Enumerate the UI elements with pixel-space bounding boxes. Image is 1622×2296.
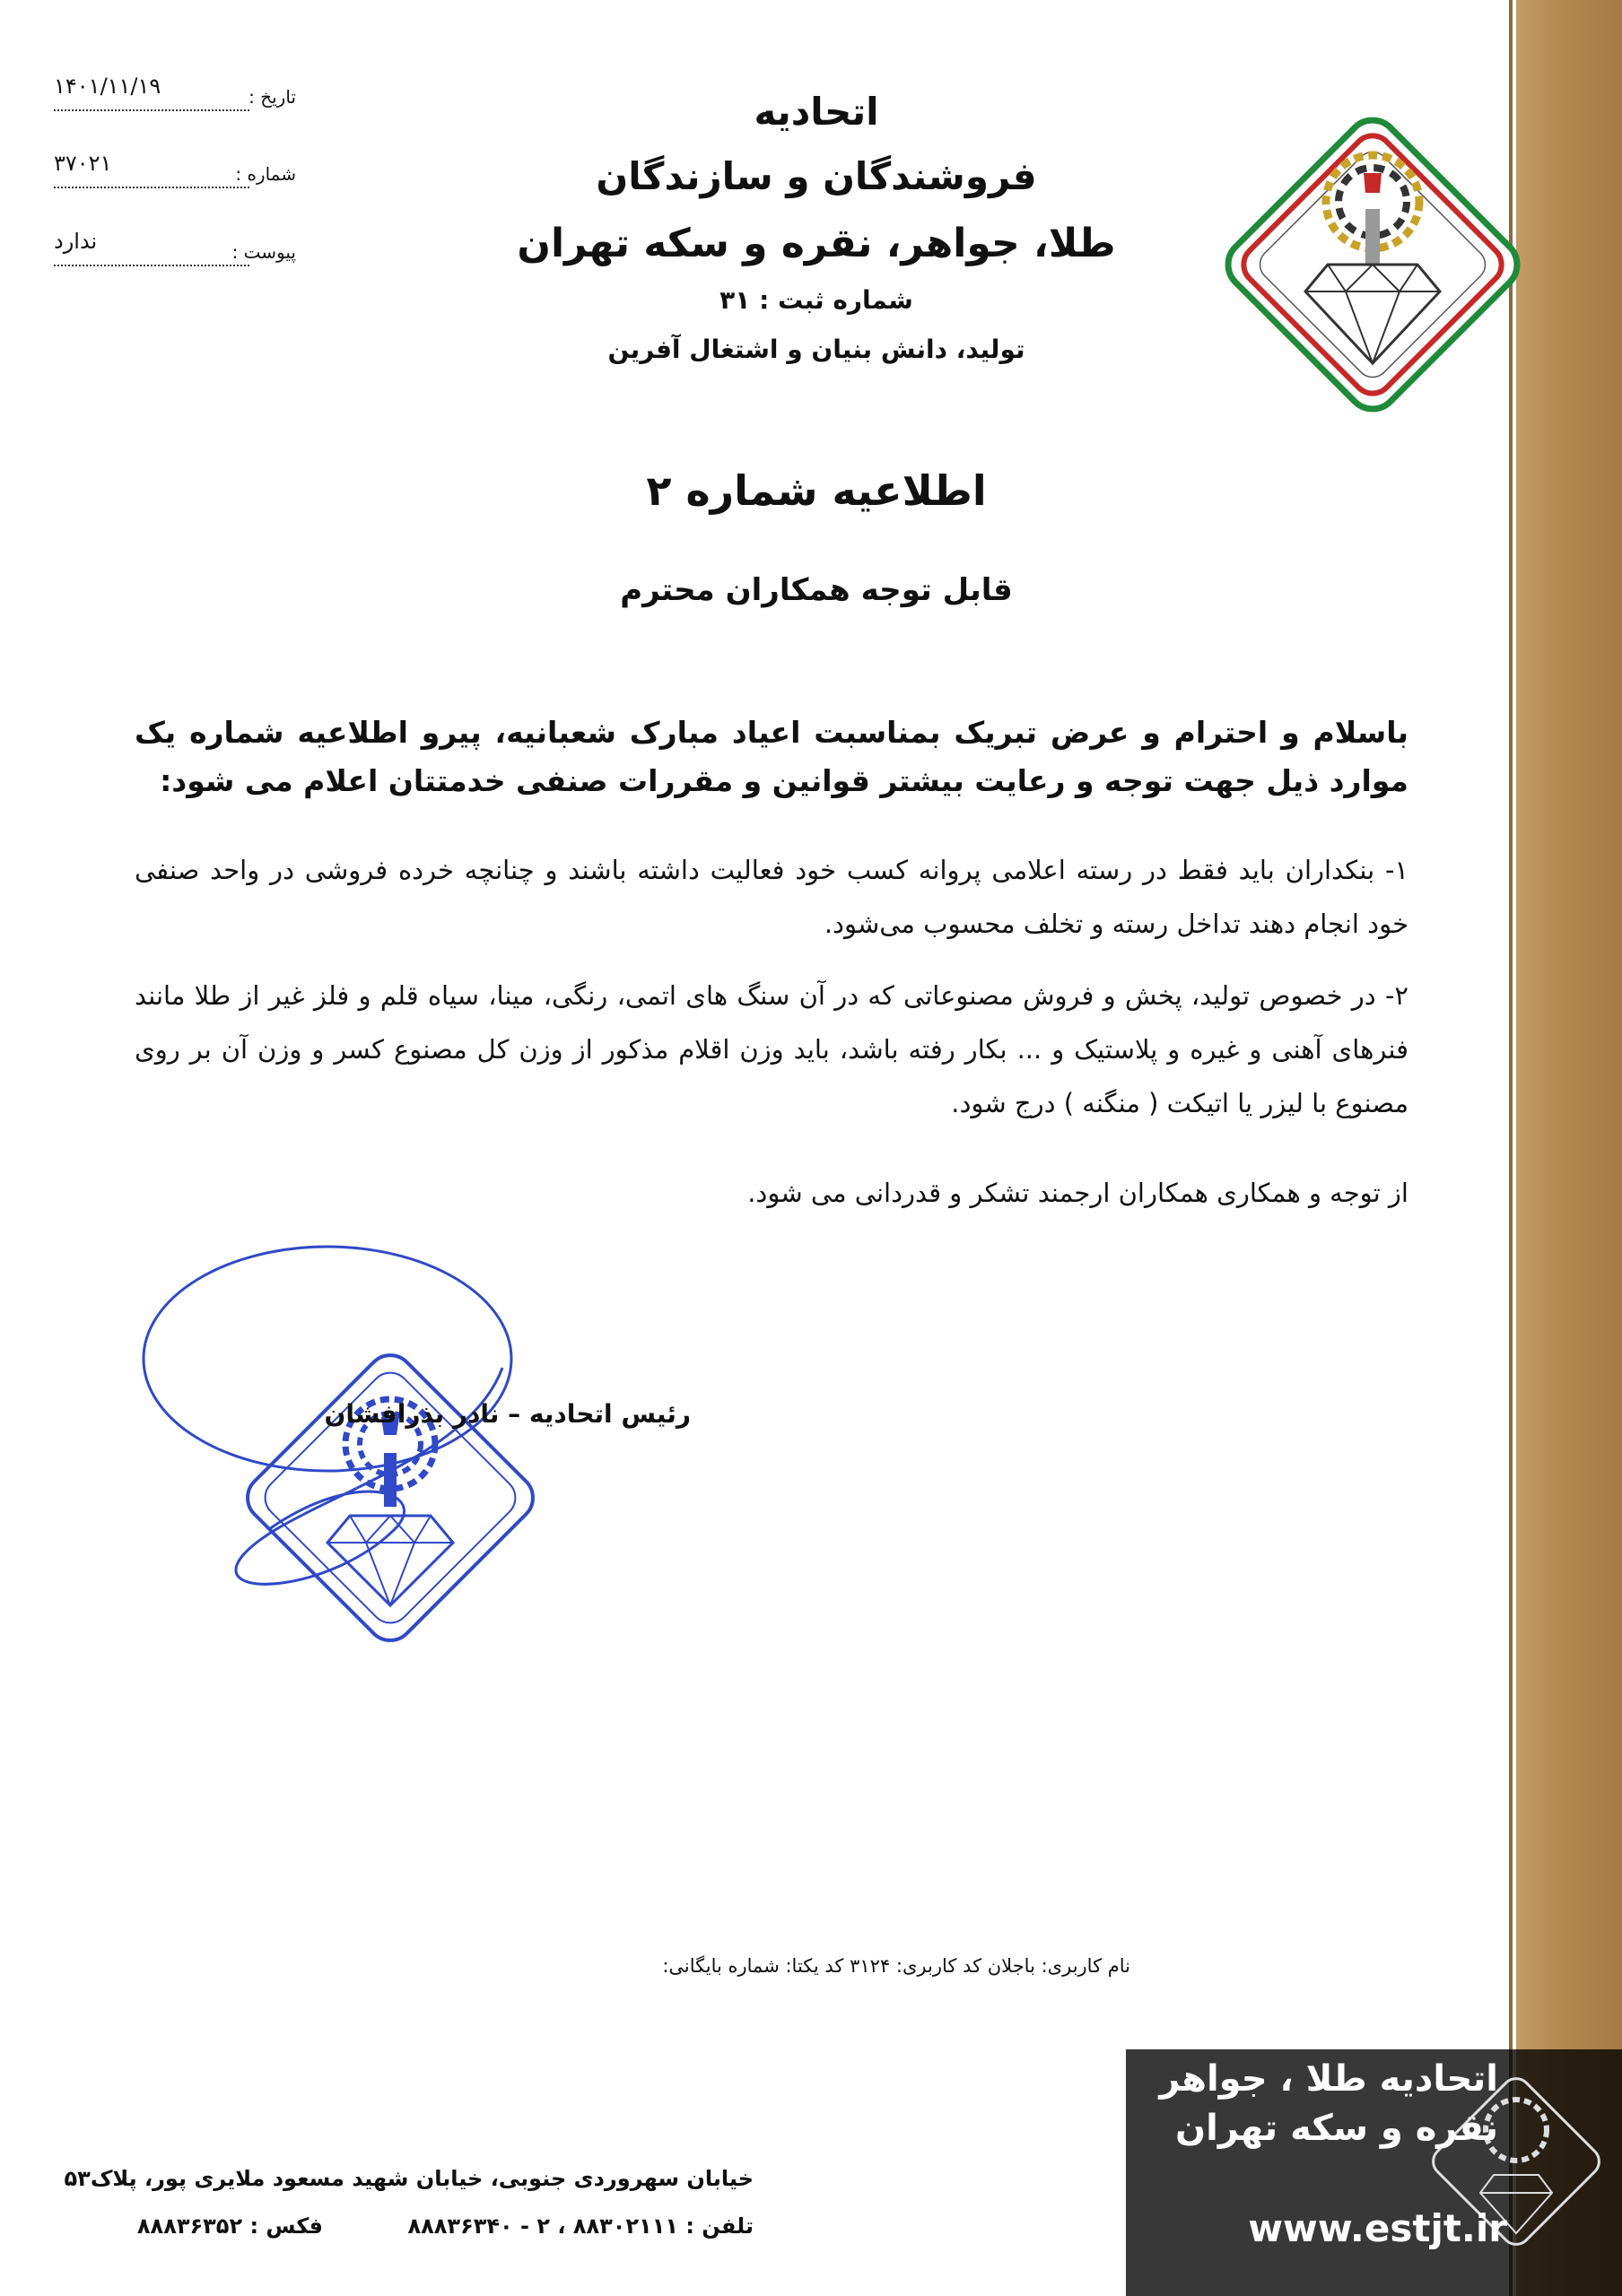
footer-fax: فکس : ۸۸۸۳۶۳۵۲ [136, 2213, 323, 2239]
date-label: تاریخ : [249, 86, 296, 108]
header-slogan: تولید، دانش بنیان و اشتغال آفرین [607, 335, 1025, 364]
notice-title: اطلاعیه شماره ۲ [646, 466, 987, 515]
attachment-field [54, 229, 296, 283]
user-info-line: نام کاربری: باجلان کد کاربری: ۳۱۲۴ کد یکتا: شماره بایگانی: [662, 1955, 1130, 1977]
watermark-line-1: اتحادیه طلا ، جواهر [1159, 2058, 1498, 2100]
footer-address: خیابان سهروردی جنوبی، خیابان شهید مسعود ملایری پور، پلاک۵۳ [64, 2166, 754, 2191]
attachment-label: پیوست : [231, 241, 296, 263]
date-line [54, 109, 249, 111]
signatory-name: رئیس اتحادیه – نادر بذرافشان [324, 1399, 691, 1429]
header-line-1: اتحادیه [754, 90, 879, 134]
notice-intro: باسلام و احترام و عرض تبریک بمناسبت اعیاد مبارک شعبانیه، پیرو اطلاعیه شماره یک موارد ذیل جهت توجه و رعایت بیشتر قوانین و مقررات صنفی خدمتتان اعلام می شود: [135, 715, 1408, 798]
number-label: شماره : [235, 163, 296, 185]
header-line-2: فروشندگان و سازندگان [596, 154, 1037, 198]
number-line [54, 187, 249, 188]
number-field [54, 151, 296, 204]
number-value: ۳۷۰۲۱ [54, 151, 112, 176]
union-seal-icon [197, 1292, 583, 1704]
registration-number: شماره ثبت : ۳۱ [719, 285, 913, 315]
attachment-value: ندارد [54, 229, 98, 254]
watermark-url[interactable]: www.estjt.ir [1248, 2206, 1507, 2250]
date-field [54, 74, 296, 127]
header-line-3: طلا، جواهر، نقره و سکه تهران [517, 221, 1116, 266]
attachment-line [54, 265, 249, 266]
watermark-line-2: نقره و سکه تهران [1175, 2108, 1498, 2149]
date-value: ۱۴۰۱/۱۱/۱۹ [54, 74, 161, 99]
notice-closing: از توجه و همکاری همکاران ارجمند تشکر و قدردانی می شود. [747, 1178, 1408, 1208]
union-logo-icon [1211, 103, 1534, 426]
notice-item-2: ۲- در خصوص تولید، پخش و فروش مصنوعاتی که در آن سنگ های اتمی، رنگی، مینا، سیاه قلم و فلز غیر از طلا مانند فنرهای آهنی و غیره و پلاستیک و ... بکار رفته باشد، باید وزن اقلام مذکور از وزن کل مصنوع کسر و وزن آن بر روی مصنوع با لیزر یا اتیکت ( منگنه ) درج شود. [135, 980, 1408, 1118]
notice-item-1: ۱- بنکداران باید فقط در رسته اعلامی پروانه کسب خود فعالیت داشته باشند و چنانچه خرده فروشی در واحد صنفی خود انجام دهند تداخل رسته و تخلف محسوب می‌شود. [135, 855, 1408, 939]
footer-phone: تلفن : ۸۸۳۰۲۱۱۱ ، ۲ - ۸۸۸۳۶۳۴۰ [407, 2213, 754, 2239]
notice-subtitle: قابل توجه همکاران محترم [620, 572, 1013, 608]
